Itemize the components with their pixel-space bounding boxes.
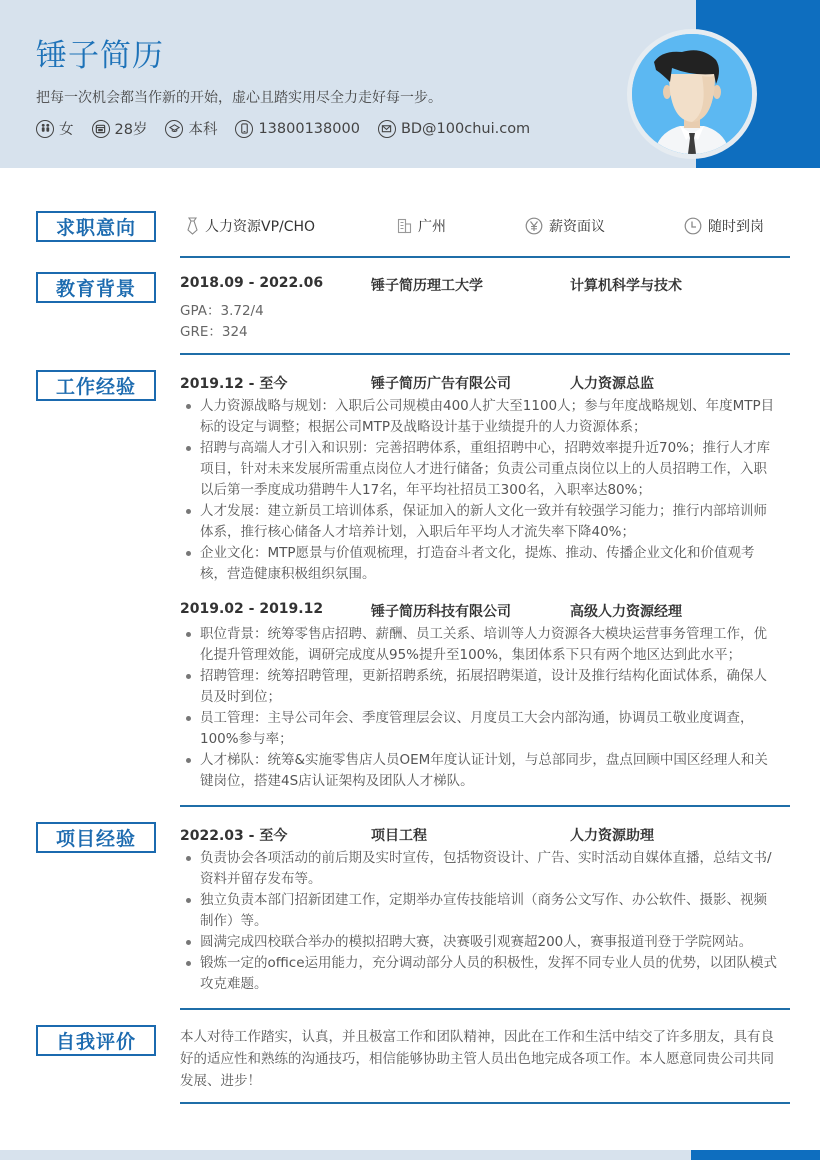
project-header-row: [180, 825, 790, 845]
job-role: 人力资源总监: [570, 376, 654, 392]
section-title-intent: 求职意向: [36, 211, 156, 242]
footer-accent-block: [691, 1150, 820, 1160]
intent-position: [186, 216, 315, 236]
self-evaluation-text: 本人对待工作踏实，认真，并且极富工作和团队精神，因此在工作和生活中结交了许多朋友，具有良好的适应性和熟练的沟通技巧，相信能够协助主管人员出色地完成各项工作。本人愿意同贵公司共同发展、进步！: [180, 1029, 774, 1089]
mail-icon: [378, 120, 396, 138]
education-gpa: GPA：3.72/4: [180, 303, 264, 319]
list-item: 员工管理：主导公司年会、季度管理层会议、月度员工大会内部沟通，协调员工敬业度调查，100%参与率；: [180, 708, 780, 750]
phone-icon: [235, 120, 253, 138]
intent-salary: [525, 216, 605, 236]
intent-availability-value: 随时到岗: [708, 219, 764, 235]
clock-icon: [684, 217, 702, 235]
contact-email: [378, 120, 530, 138]
calendar-icon: [92, 120, 110, 138]
section-title-work: 工作经验: [36, 370, 156, 401]
contact-gender: [36, 118, 74, 139]
contact-age: [92, 118, 148, 139]
job-company: 锤子简历广告有限公司: [371, 376, 511, 392]
intent-city: [397, 216, 446, 236]
education-major: 计算机科学与技术: [570, 278, 682, 294]
job-role: 高级人力资源经理: [570, 604, 682, 620]
graduation-cap-icon: [165, 120, 183, 138]
list-item: 招聘管理：统筹招聘管理，更新招聘系统，拓展招聘渠道，设计及推行结构化面试体系，确保人员及时到位；: [180, 666, 780, 708]
list-item: 负责协会各项活动的前后期及实时宣传，包括物资设计、广告、实时活动自媒体直播，总结文书/资料并留存发布等。: [180, 848, 780, 890]
divider: [180, 805, 790, 807]
job-period: 2019.02 - 2019.12: [180, 601, 324, 617]
yen-icon: [525, 217, 543, 235]
building-icon: [397, 218, 412, 234]
divider: [180, 1008, 790, 1010]
list-item: 人力资源战略与规划：入职后公司规模由400人扩大至1100人；参与年度战略规划、年度MTP目标的设定与调整；根据公司MTP及战略设计基于业绩提升的人力资源体系；: [180, 396, 780, 438]
section-title-education: 教育背景: [36, 272, 156, 303]
divider: [180, 353, 790, 355]
education-value: 本科: [188, 122, 218, 138]
project-name: 项目工程: [371, 828, 427, 844]
job-header-row: [180, 601, 790, 621]
list-item: 招聘与高端人才引入和识别：完善招聘体系，重组招聘中心，招聘效率提升近70%；推行人才库项目，针对未来发展所需重点岗位人才进行储备；负责公司重点岗位以上的人员招聘工作，入职以后第一季度成功猎聘牛人17名，年平均社招员工300名，入职率达80%；: [180, 438, 780, 501]
contact-education: [165, 118, 217, 139]
job-period: 2019.12 - 至今: [180, 376, 288, 392]
job-bullets: [180, 396, 780, 585]
intent-salary-value: 薪资面议: [549, 219, 605, 235]
job-bullets: [180, 624, 780, 792]
contact-info: [36, 118, 548, 139]
tie-icon: [186, 217, 199, 235]
intent-city-value: 广州: [418, 219, 446, 235]
list-item: 人才发展：建立新员工培训体系，保证加入的新人文化一致并有较强学习能力；推行内部培训师体系，推行核心储备人才培养计划，入职后年平均人才流失率下降40%；: [180, 501, 780, 543]
list-item: 锻炼一定的office运用能力，充分调动部分人员的积极性，发挥不同专业人员的优势，以团队模式攻克难题。: [180, 953, 780, 995]
motto: 把每一次机会都当作新的开始，虚心且踏实用尽全力走好每一步。: [36, 90, 442, 106]
email-value[interactable]: BD@100chui.com: [400, 120, 531, 137]
avatar: [632, 34, 752, 154]
list-item: 人才梯队：统筹&实施零售店人员OEM年度认证计划，与总部同步，盘点回顾中国区经理人和关键岗位，搭建4S店认证架构及团队人才梯队。: [180, 750, 780, 792]
education-gre: GRE：324: [180, 324, 248, 340]
project-bullets: [180, 848, 780, 995]
resume-name: 锤子简历: [36, 38, 164, 74]
project-period: 2022.03 - 至今: [180, 828, 288, 844]
age-value: 28岁: [114, 122, 148, 138]
education-school: 锤子简历理工大学: [371, 278, 483, 294]
gender-value: 女: [59, 122, 74, 138]
intent-availability: [684, 216, 764, 236]
list-item: 圆满完成四校联合举办的模拟招聘大赛，决赛吸引观赛超200人，赛事报道刊登于学院网站。: [180, 932, 780, 953]
job-company: 锤子简历科技有限公司: [371, 604, 511, 620]
job-intent-row: [180, 216, 790, 236]
section-title-project: 项目经验: [36, 822, 156, 853]
education-period: 2018.09 - 2022.06: [180, 275, 324, 291]
divider: [180, 1102, 790, 1104]
intent-position-value: 人力资源VP/CHO: [205, 219, 316, 235]
list-item: 独立负责本部门招新团建工作，定期举办宣传技能培训（商务公文写作、办公软件、摄影、视频制作）等。: [180, 890, 780, 932]
gender-icon: [36, 120, 54, 138]
contact-phone: [235, 120, 359, 138]
list-item: 职位背景：统筹零售店招聘、薪酬、员工关系、培训等人力资源各大模块运营事务管理工作，优化提升管理效能，调研完成度从95%提升至100%，集团体系下只有两个地区达到此水平；: [180, 624, 780, 666]
job-header-row: [180, 373, 790, 393]
list-item: 企业文化：MTP愿景与价值观梳理，打造奋斗者文化，提炼、推动、传播企业文化和价值观考核，营造健康积极组织氛围。: [180, 543, 780, 585]
divider: [180, 256, 790, 258]
phone-value[interactable]: 13800138000: [258, 120, 360, 137]
project-role: 人力资源助理: [570, 828, 654, 844]
section-title-self: 自我评价: [36, 1025, 156, 1056]
education-header-row: [180, 275, 790, 295]
